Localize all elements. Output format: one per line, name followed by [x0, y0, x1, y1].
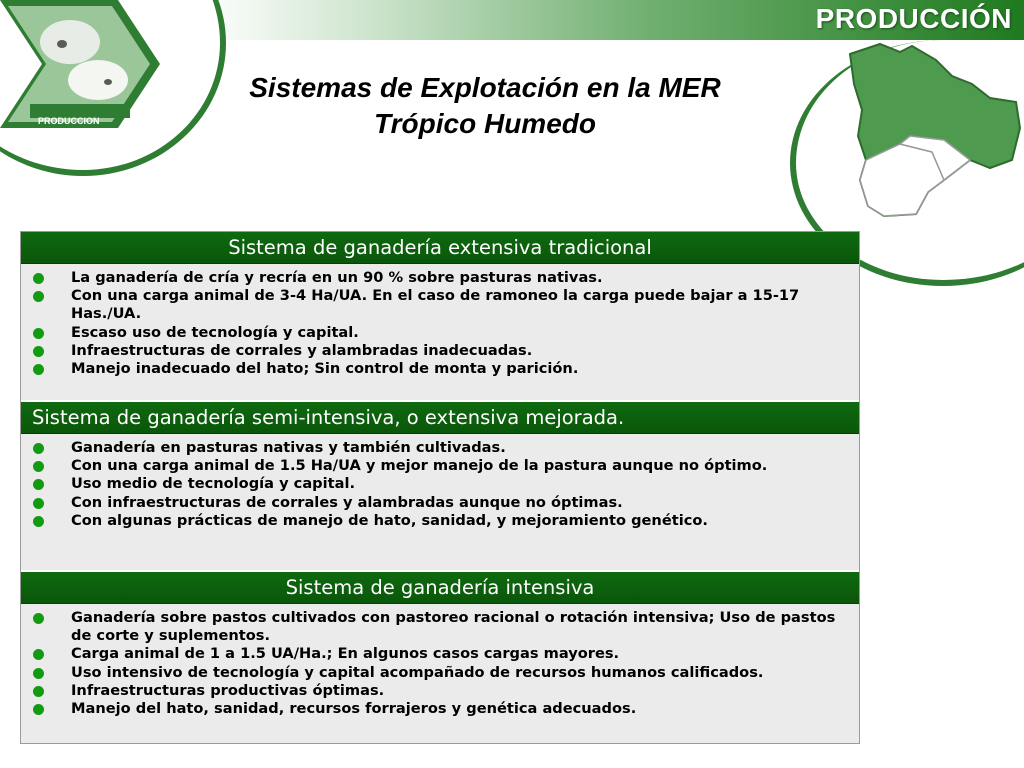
- bullet-icon: [33, 649, 44, 660]
- map-icon: [840, 40, 1024, 220]
- list-item: Con infraestructuras de corrales y alambradas aunque no óptimas.: [33, 494, 851, 512]
- section-body-semi-intensive: [21, 434, 859, 570]
- list-item: Infraestructuras productivas óptimas.: [33, 682, 851, 700]
- country-map: [840, 40, 1024, 220]
- list-item: Uso intensivo de tecnología y capital acompañado de recursos humanos calificados.: [33, 664, 851, 682]
- list-item: Con una carga animal de 3-4 Ha/UA. En el caso de ramoneo la carga puede bajar a 15-17 Has./UA.: [33, 287, 851, 323]
- section-title: PRODUCCIÓN: [815, 3, 1012, 34]
- section-heading-intensive: Sistema de ganadería intensiva: [21, 570, 859, 604]
- list-item: Uso medio de tecnología y capital.: [33, 475, 851, 493]
- bullet-icon: [33, 328, 44, 339]
- bullet-icon: [33, 479, 44, 490]
- bullet-icon: [33, 364, 44, 375]
- slide-title-line2: Trópico Humedo: [374, 108, 596, 139]
- bullet-icon: [33, 291, 44, 302]
- bullet-icon: [33, 443, 44, 454]
- top-banner: [200, 0, 1024, 40]
- systems-table: [20, 231, 860, 744]
- list-item: Con algunas prácticas de manejo de hato, sanidad, y mejoramiento genético.: [33, 512, 851, 530]
- bullet-icon: [33, 704, 44, 715]
- bullet-icon: [33, 613, 44, 624]
- slide-title-line1: Sistemas de Explotación en la MER: [249, 72, 721, 103]
- list-item: Manejo inadecuado del hato; Sin control de monta y parición.: [33, 360, 851, 378]
- production-logo: [0, 0, 160, 132]
- list-item: Carga animal de 1 a 1.5 UA/Ha.; En algunos casos cargas mayores.: [33, 645, 851, 663]
- section-body-intensive: [21, 604, 859, 743]
- bullet-icon: [33, 461, 44, 472]
- bullet-icon: [33, 668, 44, 679]
- section-body-extensive: [21, 264, 859, 400]
- slide-title: [200, 70, 770, 142]
- cattle-logo-icon: [0, 0, 160, 132]
- bullet-icon: [33, 686, 44, 697]
- logo-label: PRODUCCION: [38, 116, 100, 126]
- section-heading-semi-intensive: Sistema de ganadería semi-intensiva, o extensiva mejorada.: [21, 400, 859, 434]
- bullet-icon: [33, 273, 44, 284]
- list-item: Ganadería sobre pastos cultivados con pastoreo racional o rotación intensiva; Uso de pastos de corte y suplementos.: [33, 609, 851, 645]
- bullet-icon: [33, 516, 44, 527]
- list-item: Ganadería en pasturas nativas y también cultivadas.: [33, 439, 851, 457]
- list-item: La ganadería de cría y recría en un 90 % sobre pasturas nativas.: [33, 269, 851, 287]
- bullet-icon: [33, 498, 44, 509]
- bullet-icon: [33, 346, 44, 357]
- list-item: Manejo del hato, sanidad, recursos forrajeros y genética adecuados.: [33, 700, 851, 718]
- section-heading-extensive: Sistema de ganadería extensiva tradicional: [21, 232, 859, 264]
- list-item: Con una carga animal de 1.5 Ha/UA y mejor manejo de la pastura aunque no óptimo.: [33, 457, 851, 475]
- list-item: Escaso uso de tecnología y capital.: [33, 324, 851, 342]
- list-item: Infraestructuras de corrales y alambradas inadecuadas.: [33, 342, 851, 360]
